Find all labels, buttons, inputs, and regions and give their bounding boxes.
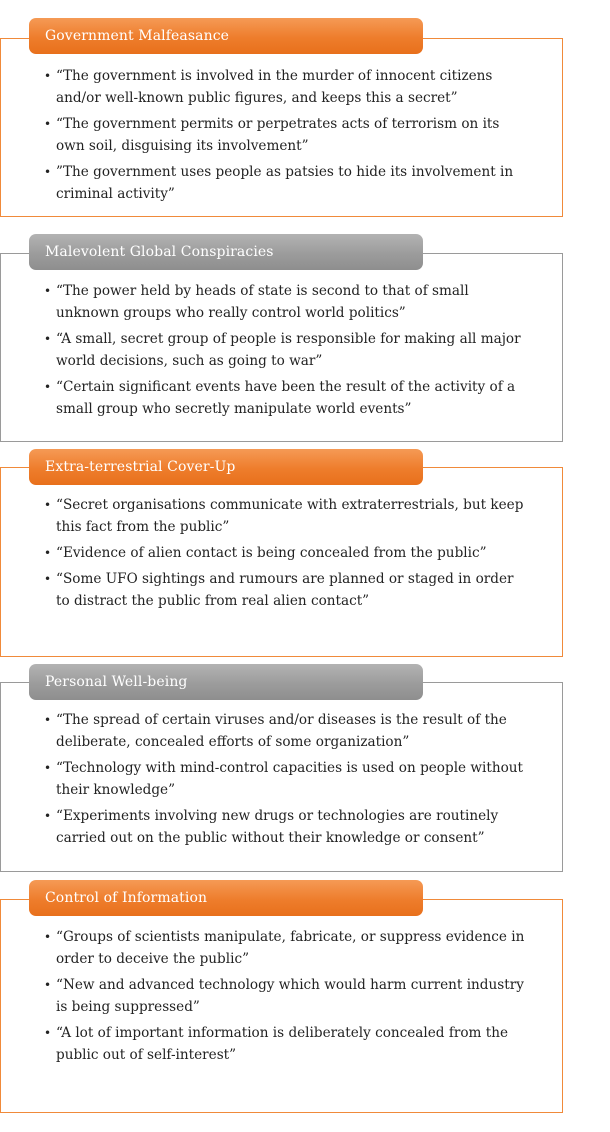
item-text: “The government is involved in the murder of innocent citizens and/or well-known public figures, and keeps this a secret”: [56, 68, 493, 106]
item-text: “The power held by heads of state is second to that of small unknown groups who really control world politics”: [56, 283, 469, 321]
list-item: [44, 805, 526, 849]
item-list: [44, 709, 526, 853]
list-item: [44, 280, 526, 324]
section-header: Government Malfeasance: [29, 18, 423, 54]
list-item: [44, 926, 526, 970]
bullet-icon: •: [44, 1026, 52, 1040]
bullet-icon: •: [44, 380, 52, 394]
bullet-icon: •: [44, 546, 52, 560]
list-item: [44, 709, 526, 753]
section-header: Extra-terrestrial Cover-Up: [29, 449, 423, 485]
list-item: [44, 376, 526, 420]
bullet-icon: •: [44, 69, 52, 83]
bullet-icon: •: [44, 498, 52, 512]
item-text: “Experiments involving new drugs or technologies are routinely carried out on the public without their knowledge or consent”: [56, 808, 499, 846]
item-text: ”The government uses people as patsies to hide its involvement in criminal activity”: [56, 164, 514, 202]
bullet-icon: •: [44, 713, 52, 727]
list-item: [44, 974, 526, 1018]
item-list: [44, 494, 526, 616]
list-item: [44, 113, 526, 157]
item-text: “Technology with mind-control capacities is used on people without their knowledge”: [56, 760, 524, 798]
list-item: [44, 328, 526, 372]
bullet-icon: •: [44, 761, 52, 775]
item-text: “The government permits or perpetrates acts of terrorism on its own soil, disguising its involvement”: [56, 116, 500, 154]
item-list: [44, 926, 526, 1070]
bullet-icon: •: [44, 930, 52, 944]
list-item: [44, 65, 526, 109]
bullet-icon: •: [44, 165, 52, 179]
bullet-icon: •: [44, 809, 52, 823]
list-item: [44, 757, 526, 801]
bullet-icon: •: [44, 572, 52, 586]
list-item: [44, 1022, 526, 1066]
bullet-icon: •: [44, 117, 52, 131]
list-item: [44, 542, 526, 564]
section-personal-well-being: [0, 664, 565, 876]
list-item: [44, 494, 526, 538]
item-text: “A lot of important information is deliberately concealed from the public out of self-interest”: [56, 1025, 509, 1063]
item-text: “The spread of certain viruses and/or diseases is the result of the deliberate, concealed efforts of some organization”: [56, 712, 507, 750]
section-header: Malevolent Global Conspiracies: [29, 234, 423, 270]
item-list: [44, 280, 526, 424]
bullet-icon: •: [44, 332, 52, 346]
bullet-icon: •: [44, 284, 52, 298]
section-header: Personal Well-being: [29, 664, 423, 700]
section-government-malfeasance: [0, 18, 565, 230]
section-control-of-information: [0, 880, 565, 1118]
item-text: “New and advanced technology which would harm current industry is being suppressed”: [56, 977, 524, 1015]
item-text: “Groups of scientists manipulate, fabricate, or suppress evidence in order to deceive the public”: [56, 929, 525, 967]
item-text: “Evidence of alien contact is being concealed from the public”: [56, 545, 487, 561]
item-list: [44, 65, 526, 209]
item-text: “Some UFO sightings and rumours are planned or staged in order to distract the public from real alien contact”: [56, 571, 514, 609]
item-text: “Secret organisations communicate with extraterrestrials, but keep this fact from the public”: [56, 497, 524, 535]
section-header: Control of Information: [29, 880, 423, 916]
list-item: [44, 161, 526, 205]
item-text: “Certain significant events have been the result of the activity of a small group who secretly manipulate world events”: [56, 379, 516, 417]
section-malevolent-global-conspiracies: [0, 234, 565, 446]
item-text: “A small, secret group of people is responsible for making all major world decisions, such as going to war”: [56, 331, 521, 369]
section-extra-terrestrial-cover-up: [0, 449, 565, 661]
bullet-icon: •: [44, 978, 52, 992]
list-item: [44, 568, 526, 612]
